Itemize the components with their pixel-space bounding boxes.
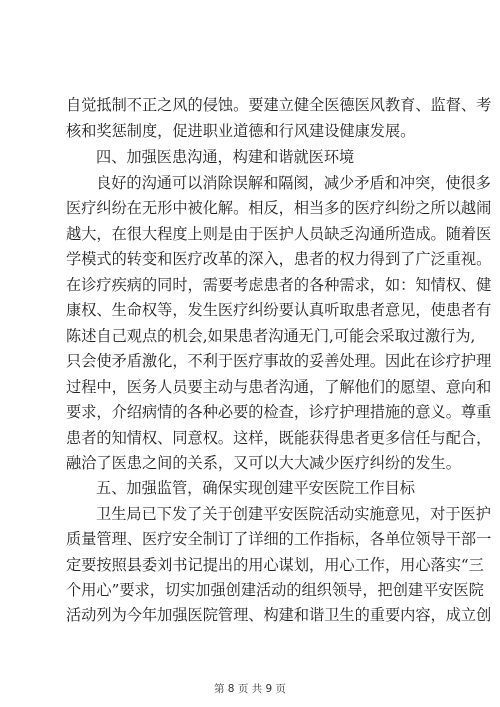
body-line-12: 过程中，医务人员要主动与患者沟通，了解他们的愿望、意向和 [66, 378, 492, 396]
body-line-4: 良好的沟通可以消除误解和隔阂，减少矛盾和冲突，使很多 [96, 174, 491, 192]
body-line-7: 学模式的转变和医疗改革的深入，患者的权力得到了广泛重视。 [66, 250, 492, 268]
section-heading-5: 五、加强监管，确保实现创建平安医院工作目标 [96, 479, 415, 497]
section-heading-4: 四、加强医患沟通，构建和谐就医环境 [96, 148, 355, 166]
body-line-13: 要求，介绍病情的各种必要的检查，诊疗护理措施的意义。尊重 [66, 403, 492, 421]
body-line-1: 自觉抵制不正之风的侵蚀。要建立健全医德医风教育、监督、考 [66, 96, 492, 114]
body-line-6: 越大，在很大程度上则是由于医护人员缺乏沟通所造成。随着医 [66, 225, 492, 243]
body-line-15: 融洽了医患之间的关系，又可以大大减少医疗纠纷的发生。 [66, 454, 461, 472]
page-number-footer: 第 8 页 共 9 页 [213, 683, 287, 695]
body-line-19: 定要按照县委刘书记提出的用心谋划，用心工作，用心落实“三 [66, 556, 484, 574]
body-line-10: 陈述自己观点的机会,如果患者沟通无门,可能会采取过激行为, [66, 327, 476, 345]
body-line-2: 核和奖惩制度，促进职业道德和行风建设健康发展。 [66, 122, 416, 140]
body-line-14: 患者的知情权、同意权。这样，既能获得患者更多信任与配合， [66, 429, 492, 447]
body-line-8: 在诊疗疾病的同时，需要考虑患者的各种需求，如：知情权、健 [66, 276, 492, 294]
body-line-18: 质量管理、医疗安全制订了详细的工作指标，各单位领导干部一 [66, 530, 492, 548]
body-line-17: 卫生局已下发了关于创建平安医院活动实施意见，对于医护 [96, 505, 491, 523]
body-line-9: 康权、生命权等，发生医疗纠纷要认真听取患者意见，使患者有 [66, 301, 492, 319]
body-line-21: 活动列为今年加强医院管理、构建和谐卫生的重要内容，成立创 [66, 606, 492, 624]
body-line-11: 只会使矛盾激化，不利于医疗事故的妥善处理。因此在诊疗护理 [66, 352, 492, 370]
body-line-20: 个用心”要求，切实加强创建活动的组织领导，把创建平安医院 [66, 581, 484, 599]
body-line-5: 医疗纠纷在无形中被化解。相反，相当多的医疗纠纷之所以越闹 [66, 199, 492, 217]
